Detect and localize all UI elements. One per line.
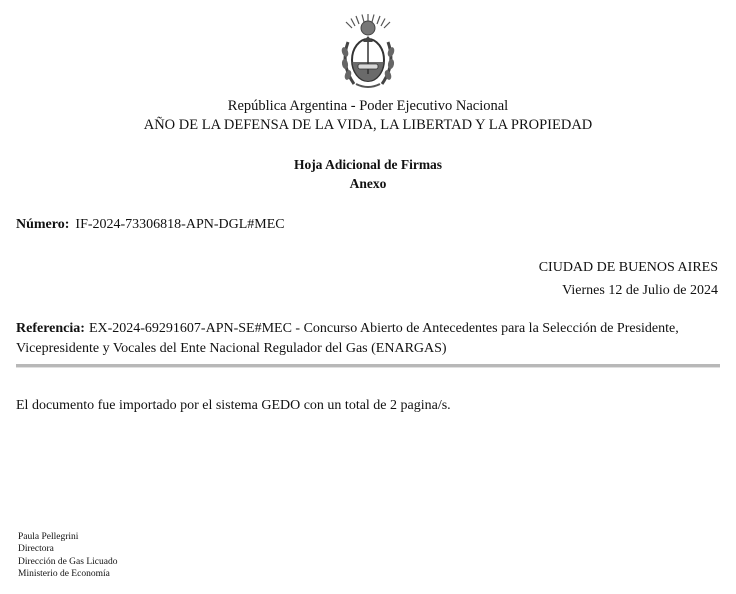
signature-block — [18, 531, 117, 580]
document-number — [16, 215, 285, 234]
date: Viernes 12 de Julio de 2024 — [562, 283, 718, 298]
signature-name: Paula Pellegrini — [18, 532, 79, 542]
document-title: Hoja Adicional de Firmas — [293, 157, 443, 172]
reference-label: Referencia: — [16, 321, 85, 336]
place: CIUDAD DE BUENOS AIRES — [538, 260, 718, 275]
header-line-2: AÑO DE LA DEFENSA DE LA VIDA, LA LIBERTAD Y LA PROPIEDAD — [143, 117, 593, 133]
reference — [16, 319, 716, 359]
document-subtitle: Anexo — [349, 176, 387, 191]
coat-of-arms-icon — [334, 12, 402, 92]
document-number-label: Número: — [16, 217, 70, 232]
signature-role: Directora — [18, 544, 54, 555]
body-text: El documento fue importado por el sistema GEDO con un total de 2 pagina/s. — [16, 398, 451, 413]
reference-value: EX-2024-69291607-APN-SE#MEC - Concurso Abierto de Antecedentes para la Selección de Presidente, Vicepresidente y Vocales del Ente Nacional Regulador del Gas (ENARGAS) — [16, 321, 679, 356]
signature-office: Dirección de Gas Licuado — [18, 556, 118, 567]
document-number-value: IF-2024-73306818-APN-DGL#MEC — [75, 217, 285, 232]
signature-ministry: Ministerio de Economía — [18, 568, 110, 579]
header-line-1: República Argentina - Poder Ejecutivo Nacional — [227, 98, 509, 114]
divider — [16, 364, 720, 368]
